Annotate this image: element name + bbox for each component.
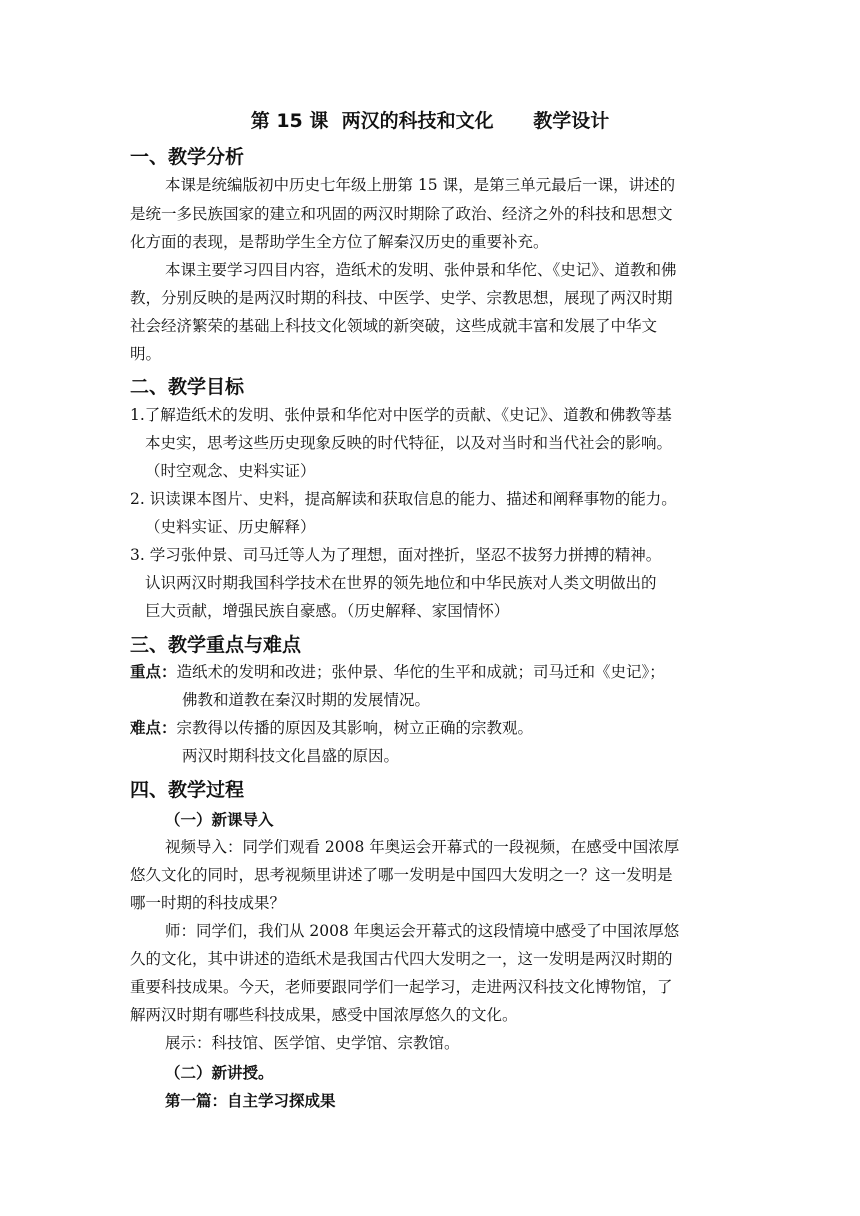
paragraph-line: 展示：科技馆、医学馆、史学馆、宗教馆。 (165, 1034, 460, 1052)
document-title: 第 15 课 两汉的科技和文化 教学设计 (250, 110, 610, 132)
objective-line: 本史实，思考这些历史现象反映的时代特征，以及对当时和当代社会的影响。 (145, 434, 673, 452)
paragraph-line: 久的文化，其中讲述的造纸术是我国古代四大发明之一，这一发明是两汉时期的 (130, 950, 673, 968)
objective-line: 巨大贡献，增强民族自豪感。（历史解释、家国情怀） (145, 602, 510, 620)
paragraph-line: 重要科技成果。今天，老师要跟同学们一起学习，走进两汉科技文化博物馆，了 (130, 978, 673, 996)
paragraph-line: 视频导入：同学们观看 2008 年奥运会开幕式的一段视频，在感受中国浓厚 (165, 838, 680, 856)
section-heading-key-points: 三、教学重点与难点 (130, 634, 302, 656)
paragraph-line: 社会经济繁荣的基础上科技文化领域的新突破，这些成就丰富和发展了中华文 (130, 317, 658, 335)
key-points-line (130, 662, 665, 682)
objective-line: 1.了解造纸术的发明、张仲景和华佗对中医学的贡献、《史记》、道教和佛教等基 (130, 406, 672, 424)
difficulty-line: 两汉时期科技文化昌盛的原因。 (182, 747, 400, 765)
objective-line: 3. 学习张仲景、司马迁等人为了理想，面对挫折，坚忍不拔努力拼搏的精神。 (130, 546, 662, 564)
paragraph-line: 悠久文化的同时，思考视频里讲述了哪一发明是中国四大发明之一？这一发明是 (130, 866, 673, 884)
key-points-label: 重点： (130, 663, 177, 681)
paragraph-line: 化方面的表现，是帮助学生全方位了解秦汉历史的重要补充。 (130, 233, 549, 251)
paragraph-line: 是统一多民族国家的建立和巩固的两汉时期除了政治、经济之外的科技和思想文 (130, 205, 673, 223)
key-points-text: 造纸术的发明和改进；张仲景、华佗的生平和成就；司马迁和《史记》； (176, 663, 665, 681)
section-heading-process: 四、教学过程 (130, 779, 245, 801)
objective-line: （史料实证、历史解释） (145, 518, 316, 536)
key-points-line: 佛教和道教在秦汉时期的发展情况。 (182, 691, 431, 709)
section-heading-objectives: 二、教学目标 (130, 376, 245, 398)
paragraph-line: 解两汉时期有哪些科技成果，感受中国浓厚悠久的文化。 (130, 1006, 518, 1024)
paragraph-line: 教，分别反映的是两汉时期的科技、中医学、史学、宗教思想，展现了两汉时期 (130, 289, 673, 307)
objective-line: 2. 识读课本图片、史料，提高解读和获取信息的能力、描述和阐释事物的能力。 (130, 490, 677, 508)
difficulty-line (130, 718, 533, 738)
paragraph-line: 本课主要学习四目内容，造纸术的发明、张仲景和华佗、《史记》、道教和佛 (165, 261, 677, 279)
subheading-chapter-one: 第一篇：自主学习探成果 (165, 1092, 336, 1110)
objective-line: 认识两汉时期我国科学技术在世界的领先地位和中华民族对人类文明做出的 (145, 574, 657, 592)
subheading-new-lesson: （二）新讲授。 (165, 1064, 274, 1082)
difficulty-text: 宗教得以传播的原因及其影响，树立正确的宗教观。 (176, 719, 534, 737)
section-heading-analysis: 一、教学分析 (130, 146, 245, 168)
paragraph-line: 明。 (130, 345, 162, 363)
paragraph-line: 哪一时期的科技成果？ (130, 894, 286, 912)
objective-line: （时空观念、史料实证） (145, 462, 316, 480)
paragraph-line: 师：同学们，我们从 2008 年奥运会开幕式的这段情境中感受了中国浓厚悠 (165, 922, 680, 940)
paragraph-line: 本课是统编版初中历史七年级上册第 15 课，是第三单元最后一课，讲述的 (165, 176, 676, 194)
difficulty-label: 难点： (130, 719, 177, 737)
subheading-intro: （一）新课导入 (165, 811, 274, 829)
